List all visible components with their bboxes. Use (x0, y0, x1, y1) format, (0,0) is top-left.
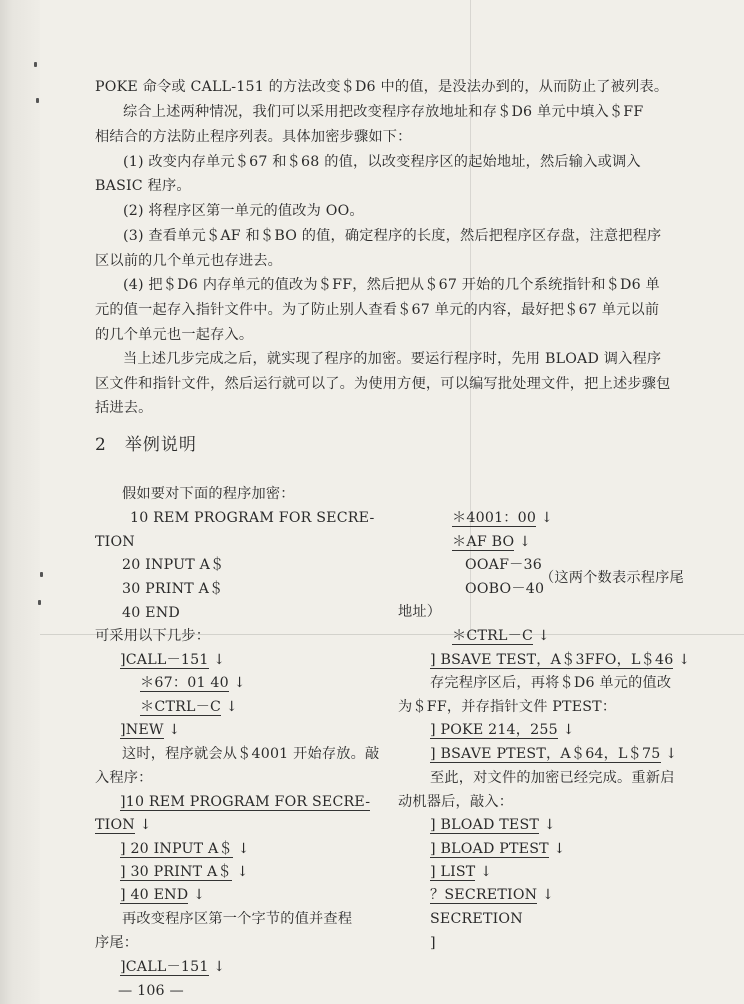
right-line: ] (430, 935, 436, 951)
binding-hole (40, 572, 43, 577)
left-line: 入程序： (95, 770, 153, 786)
binding-hole (38, 600, 41, 605)
left-command: ] 40 END ↓ (120, 887, 206, 903)
paragraph-line: 当上述几步完成之后，就实现了程序的加密。要运行程序时，先用 BLOAD 调入程序 (123, 351, 662, 367)
left-line: 假如要对下面的程序加密： (122, 486, 295, 502)
section-heading: 2 举例说明 (95, 435, 197, 455)
right-line: OOAF－36 (465, 557, 542, 573)
right-command: ＊CTRL－C ↓ (452, 628, 550, 644)
binding-hole (36, 98, 39, 103)
left-line: 这时，程序就会从＄4001 开始存放。敲 (122, 746, 380, 762)
binding-hole (34, 62, 37, 67)
left-command: ] 30 PRINT A＄ ↓ (120, 864, 249, 880)
left-command: ] 20 INPUT A＄ ↓ (120, 841, 250, 857)
page-number: — 106 — (118, 983, 184, 999)
right-line: 至此，对文件的加密已经完成。重新启 (430, 770, 675, 786)
paragraph-line: 括进去。 (95, 400, 153, 416)
left-line: 30 PRINT A＄ (122, 581, 224, 597)
right-line: 为＄FF，并存指针文件 PTEST： (398, 699, 617, 715)
right-line: SECRETION (430, 911, 523, 927)
right-command: ＊AF BO ↓ (452, 534, 532, 550)
paragraph-line: (4) 把＄D6 内存单元的值改为＄FF，然后把从＄67 开始的几个系统指针和＄D6 单 (123, 277, 660, 293)
right-command: ] POKE 214，255 ↓ (430, 722, 575, 738)
left-line: 40 END (122, 605, 180, 621)
left-line: 可采用以下几步： (95, 628, 211, 644)
right-line: OOBO－40 (465, 581, 545, 597)
left-command: ]CALL－151 ↓ (120, 959, 226, 975)
right-line: 动机器后，敲入： (398, 794, 514, 810)
left-line: TION (95, 534, 135, 550)
right-command: ] BLOAD PTEST ↓ (430, 841, 566, 857)
paragraph-line: 区文件和指针文件，然后运行就可以了。为使用方便，可以编写批处理文件，把上述步骤包 (95, 376, 671, 392)
right-command: ？SECRETION ↓ (430, 887, 555, 903)
paragraph-line: (3) 查看单元＄AF 和＄BO 的值，确定程序的长度，然后把程序区存盘，注意把程序 (123, 228, 662, 244)
left-command: TION ↓ (95, 817, 152, 833)
paragraph-line: BASIC 程序。 (95, 178, 191, 194)
paragraph-line: (1) 改变内存单元＄67 和＄68 的值，以改变程序区的起始地址，然后输入或调入 (123, 154, 641, 170)
left-line: 20 INPUT A＄ (122, 557, 225, 573)
left-line: 序尾： (95, 935, 139, 951)
right-command: ] LIST ↓ (430, 864, 493, 880)
left-command: ＊67：01 40 ↓ (140, 675, 246, 691)
right-line: 存完程序区后，再将＄D6 单元的值改 (430, 675, 672, 691)
right-command: ] BSAVE PTEST，A＄64，L＄75 ↓ (430, 746, 678, 762)
paragraph-line: 区以前的几个单元也存进去。 (95, 253, 283, 269)
binding-edge (0, 0, 40, 1004)
left-command: ]NEW ↓ (120, 722, 181, 738)
left-command: ]10 REM PROGRAM FOR SECRE- (120, 794, 371, 810)
left-line: 10 REM PROGRAM FOR SECRE- (130, 510, 375, 526)
paragraph-line: 相结合的方法防止程序列表。具体加密步骤如下： (95, 129, 412, 145)
left-command: ]CALL－151 ↓ (120, 652, 226, 668)
paragraph-line: (2) 将程序区第一单元的值改为 OO。 (123, 203, 364, 219)
paragraph-line: POKE 命令或 CALL-151 的方法改变＄D6 中的值，是没法办到的，从而防止了被列表。 (95, 79, 669, 95)
right-line: 地址） (398, 604, 442, 620)
left-line: 再改变程序区第一个字节的值并查程 (122, 911, 353, 927)
paragraph-line: 的几个单元也一起存入。 (95, 327, 254, 343)
left-command: ＊CTRL－C ↓ (140, 699, 238, 715)
paragraph-line: 元的值一起存入指针文件中。为了防止别人查看＄67 单元的内容，最好把＄67 单元以前 (95, 302, 660, 318)
right-command: ＊4001：00 ↓ (452, 510, 553, 526)
right-command: ] BLOAD TEST ↓ (430, 817, 556, 833)
right-command: ] BSAVE TEST，A＄3FFO，L＄46 ↓ (430, 652, 691, 668)
paragraph-line: 综合上述两种情况，我们可以采用把改变程序存放地址和存＄D6 单元中填入＄FF (123, 104, 644, 120)
right-line: （这两个数表示程序尾 (540, 570, 684, 586)
